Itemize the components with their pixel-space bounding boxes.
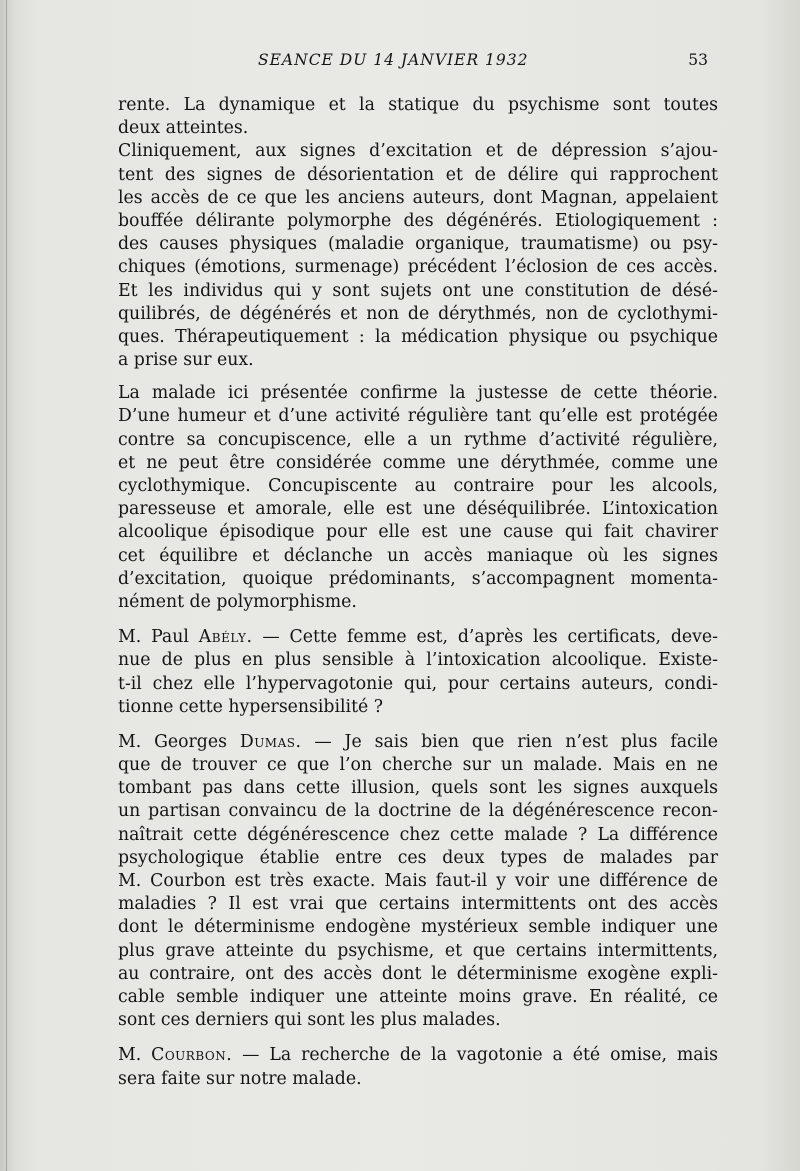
text-line: rente. La dynamique et la statique du psychisme sont toutes: [118, 95, 718, 115]
text-line: contre sa concupiscence, elle a un rythme d’activité régulière,: [118, 429, 718, 450]
text-line: dont le déterminisme endogène mystérieux semble indiquer une: [118, 917, 718, 938]
text-line: Et les individus qui y sont sujets ont une constitution de désé-: [118, 280, 718, 301]
paragraph-continuation: [118, 94, 718, 140]
speaker-name: Abély.: [198, 627, 253, 648]
first-line-rest: — Je sais bien que rien n’est plus facile: [301, 731, 718, 752]
text-line: nément de polymorphisme.: [118, 591, 357, 612]
paragraph-clinical: [118, 140, 718, 372]
text-line: au contraire, ont des accès dont le déterminisme exogène expli-: [118, 963, 718, 984]
text-line: paresseuse et amorale, elle est une déséquilibrée. L’intoxication: [118, 499, 718, 520]
text-line: tombant pas dans cette illusion, quels sont les signes auxquels: [118, 778, 718, 799]
text-line: sera faite sur notre malade.: [118, 1068, 362, 1089]
speaker-prefix: M. Georges: [118, 731, 240, 752]
paragraph-courbon: [118, 1044, 718, 1090]
text-line: cyclothymique. Concupiscente au contraire pour les alcools,: [118, 476, 718, 496]
first-line-rest: — La recherche de la vagotonie a été omise, mais: [232, 1045, 718, 1066]
speaker-prefix: M. Paul: [118, 627, 199, 648]
text-line: sont ces derniers qui sont les plus malades.: [118, 1010, 501, 1031]
text-line: un partisan convaincu de la doctrine de la dégénérescence recon-: [118, 801, 718, 822]
running-head: [0, 51, 800, 73]
running-title: SEANCE DU 14 JANVIER 1932: [258, 51, 529, 69]
text-line: M. Courbon est très exacte. Mais faut-il y voir une différence de: [118, 871, 718, 891]
text-line: alcoolique épisodique pour elle est une cause qui fait chavirer: [118, 522, 718, 543]
text-line: des causes physiques (maladie organique, traumatisme) ou psy-: [118, 234, 718, 255]
text-line: [118, 1044, 718, 1067]
text-line: a prise sur eux.: [118, 350, 254, 371]
text-line: ques. Thérapeutiquement : la médication physique ou psychique: [118, 326, 718, 347]
text-line: nue de plus en plus sensible à l’intoxication alcoolique. Existe-: [118, 650, 718, 671]
text-line: naîtrait cette dégénérescence chez cette malade ? La différence: [118, 824, 718, 845]
body-text: [118, 94, 718, 1091]
text-line: maladies ? Il est vrai que certains intermittents ont des accès: [118, 894, 718, 915]
text-line: chiques (émotions, surmenage) précédent l’éclosion de ces accès.: [118, 257, 718, 278]
speaker-prefix: M.: [118, 1045, 152, 1066]
text-line: tent des signes de désorientation et de délire qui rapprochent: [118, 164, 718, 185]
text-line: d’excitation, quoique prédominants, s’accompagnent momenta-: [118, 568, 718, 589]
speaker-name: Courbon.: [151, 1045, 233, 1066]
text-line: cable semble indiquer une atteinte moins grave. En réalité, ce: [118, 986, 718, 1007]
binding-edge: [6, 0, 7, 1171]
text-line: [118, 731, 718, 754]
text-line: tionne cette hypersensibilité ?: [118, 696, 384, 717]
text-line: La malade ici présentée confirme la justesse de cette théorie.: [118, 383, 718, 404]
text-line: que de trouver ce que l’on cherche sur un malade. Mais en ne: [118, 755, 718, 776]
text-line: psychologique établie entre ces deux types de malades par: [118, 847, 718, 868]
text-line: les accès de ce que les anciens auteurs, dont Magnan, appelaient: [118, 187, 718, 208]
text-line: plus grave atteinte du psychisme, et que certains intermittents,: [118, 940, 718, 961]
text-line: [118, 626, 718, 649]
page-number: 53: [688, 51, 708, 69]
text-line: et ne peut être considérée comme une dérythmée, comme une: [118, 452, 718, 473]
text-line: t-il chez elle l’hypervagotonie qui, pour certains auteurs, condi-: [118, 673, 718, 694]
text-line: D’une humeur et d’une activité régulière tant qu’elle est protégée: [118, 406, 718, 427]
speaker-name: Dumas.: [239, 731, 302, 752]
paragraph-abely: [118, 626, 718, 719]
text-line: quilibrés, de dégénérés et non de dérythmés, non de cyclothymi-: [118, 303, 718, 324]
first-line-rest: — Cette femme est, d’après les certificats, deve-: [252, 627, 718, 648]
text-line: cet équilibre et déclanche un accès maniaque où les signes: [118, 545, 718, 566]
paragraph-dumas: [118, 731, 718, 1032]
text-line: deux atteintes.: [118, 118, 249, 139]
text-line: bouffée délirante polymorphe des dégénérés. Etiologiquement :: [118, 210, 718, 231]
paragraph-patient: [118, 382, 718, 614]
text-line: Cliniquement, aux signes d’excitation et de dépression s’ajou-: [118, 141, 718, 162]
